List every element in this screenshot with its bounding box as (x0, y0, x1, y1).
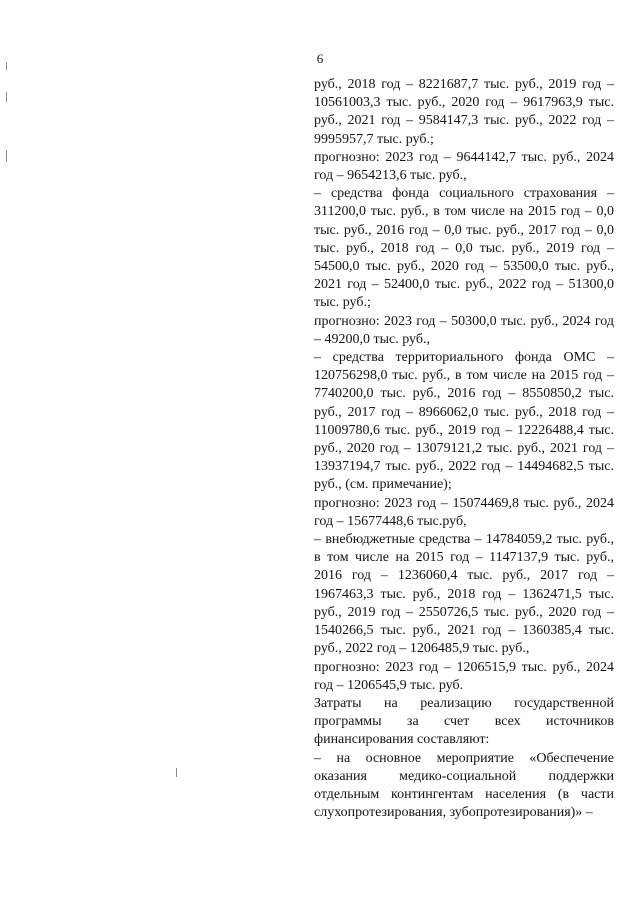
paragraph: прогнозно: 2023 год – 1206515,9 тыс. руб., 2024 год – 1206545,9 тыс. руб. (314, 659, 614, 693)
paragraph: прогнозно: 2023 год – 50300,0 тыс. руб., 2024 год – 49200,0 тыс. руб., (314, 313, 614, 347)
paragraph: – средства территориального фонда ОМС – 120756298,0 тыс. руб., в том числе на 2015 год – 7740200,0 тыс. руб., 2016 год – 8550850,2 тыс. руб., 2017 год – 8966062,0 тыс. руб., 2018 год – 11009780,6 тыс. руб., 2019 год – 12226488,4 тыс. руб., 2020 год – 13079121,2 тыс. руб., 2021 год – 13937194,7 тыс. руб., 2022 год – 14494682,5 тыс. руб., (см. примечание); (314, 350, 614, 493)
paragraph: – средства фонда социального страхования – 311200,0 тыс. руб., в том числе на 2015 год – 0,0 тыс. руб., 2016 год – 0,0 тыс. руб., 2017 год – 0,0 тыс. руб., 2018 год – 0,0 тыс. руб., 2019 год – 54500,0 тыс. руб., 2020 год – 53500,0 тыс. руб., 2021 год – 52400,0 тыс. руб., 2022 год – 51300,0 тыс. руб.; (314, 186, 614, 311)
paragraph: прогнозно: 2023 год – 9644142,7 тыс. руб., 2024 год – 9654213,6 тыс. руб., (314, 149, 614, 184)
document-body (314, 76, 614, 822)
paragraph: прогнозно: 2023 год – 15074469,8 тыс. руб., 2024 год – 15677448,6 тыс.руб, (314, 495, 614, 529)
left-margin-mark-1 (6, 62, 7, 70)
paragraph: руб., 2018 год – 8221687,7 тыс. руб., 2019 год – 10561003,3 тыс. руб., 2020 год – 9617963,9 тыс. руб., 2021 год – 9584147,3 тыс. руб., 2022 год – 9995957,7 тыс. руб.; (314, 77, 614, 147)
page-number: 6 (316, 51, 324, 66)
left-margin-mark-2 (6, 92, 7, 102)
paragraph: – на основное мероприятие «Обеспечение оказания медико-социальной поддержки отдельным контингентам населения (в части слухопротезирования, зубопротезирования)» – (314, 750, 614, 821)
left-margin-mark-3 (6, 150, 7, 162)
left-margin-mark-4 (176, 768, 177, 777)
paragraph: – внебюджетные средства – 14784059,2 тыс. руб., в том числе на 2015 год – 1147137,9 тыс. руб., 2016 год – 1236060,4 тыс. руб., 2017 год – 1967463,3 тыс. руб., 2018 год – 1362471,5 тыс. руб., 2019 год – 2550726,5 тыс. руб., 2020 год – 1540266,5 тыс. руб., 2021 год – 1360385,4 тыс. руб., 2022 год – 1206485,9 тыс. руб., (314, 532, 614, 657)
paragraph: Затраты на реализацию государственной программы за счет всех источников финансирования составляют: (314, 695, 614, 748)
